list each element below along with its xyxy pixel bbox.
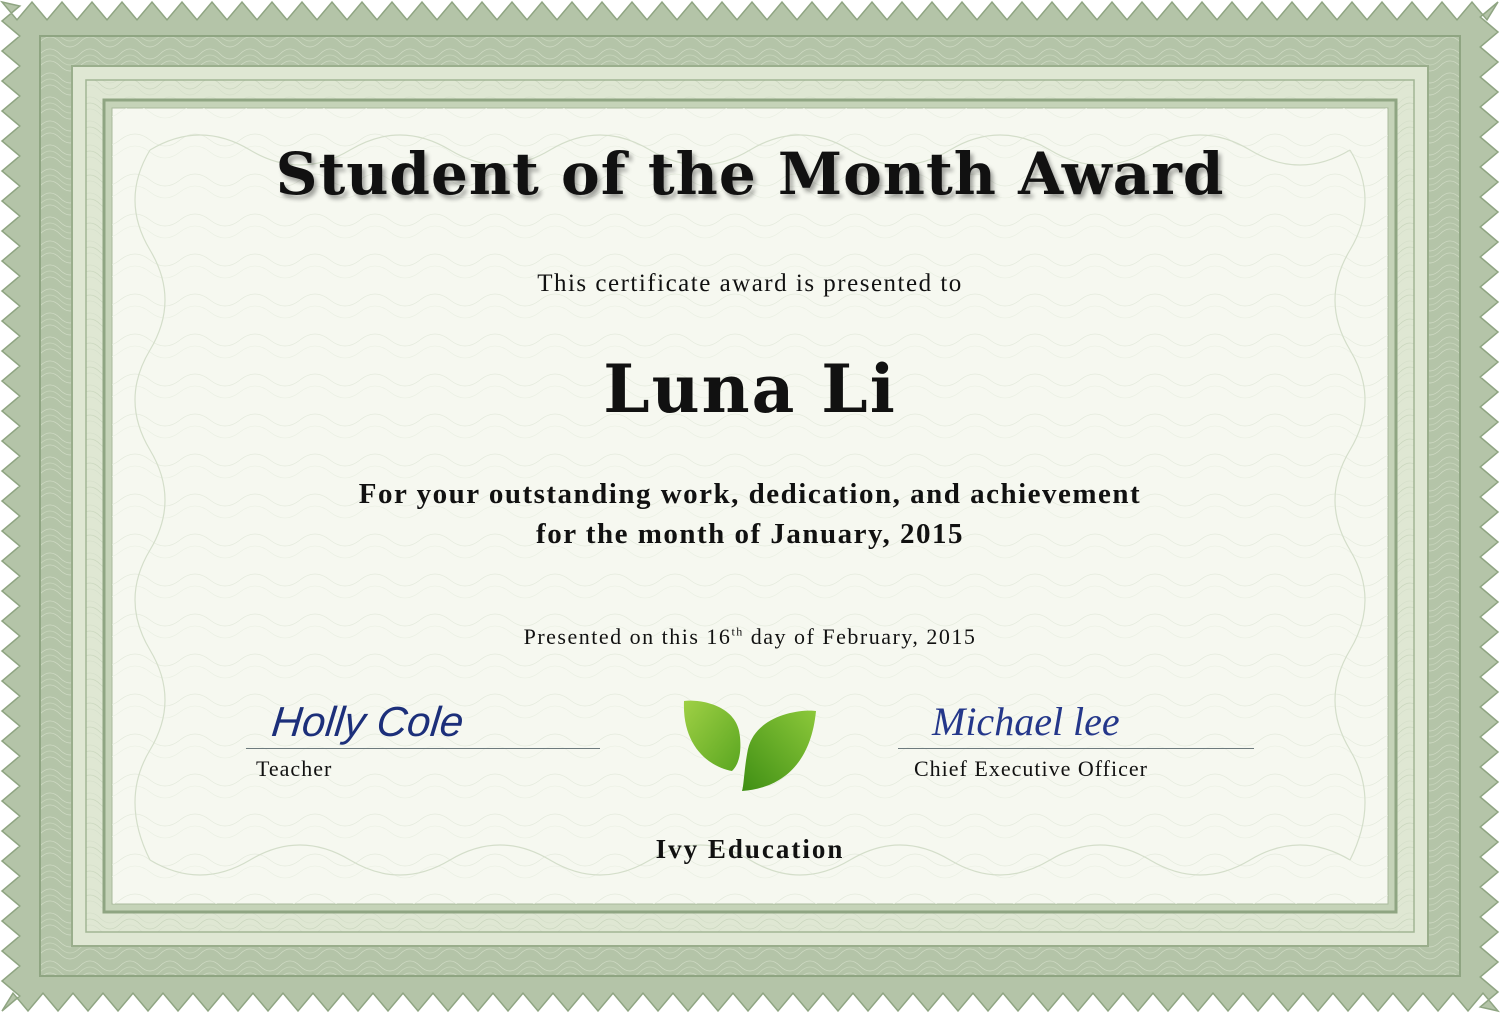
teacher-signature-line — [246, 748, 600, 749]
reason-line-1: For your outstanding work, dedication, and achievement — [358, 478, 1142, 510]
two-leaves-icon — [680, 697, 820, 797]
recipient-name: Luna Li — [603, 350, 897, 428]
ceo-signature: Michael lee — [932, 699, 1120, 744]
teacher-role-label: Teacher — [256, 756, 333, 781]
reason-line-2: for the month of January, 2015 — [536, 518, 964, 550]
ceo-signature-line — [898, 748, 1254, 749]
left-leaf — [684, 701, 740, 771]
certificate-title: Student of the Month Award — [275, 140, 1225, 208]
award-reason — [0, 474, 1500, 554]
presented-on-rest: day of February, 2015 — [743, 624, 977, 649]
presented-on-date — [0, 624, 1500, 650]
organization-name: Ivy Education — [655, 834, 845, 864]
presented-to-line: This certificate award is presented to — [537, 270, 963, 297]
presented-on-prefix: Presented on this 16 — [523, 624, 732, 649]
ceo-role-label: Chief Executive Officer — [914, 756, 1148, 781]
presented-on-ordinal: th — [731, 624, 744, 639]
right-leaf — [742, 711, 816, 791]
teacher-signature: Holly Cole — [269, 698, 466, 745]
